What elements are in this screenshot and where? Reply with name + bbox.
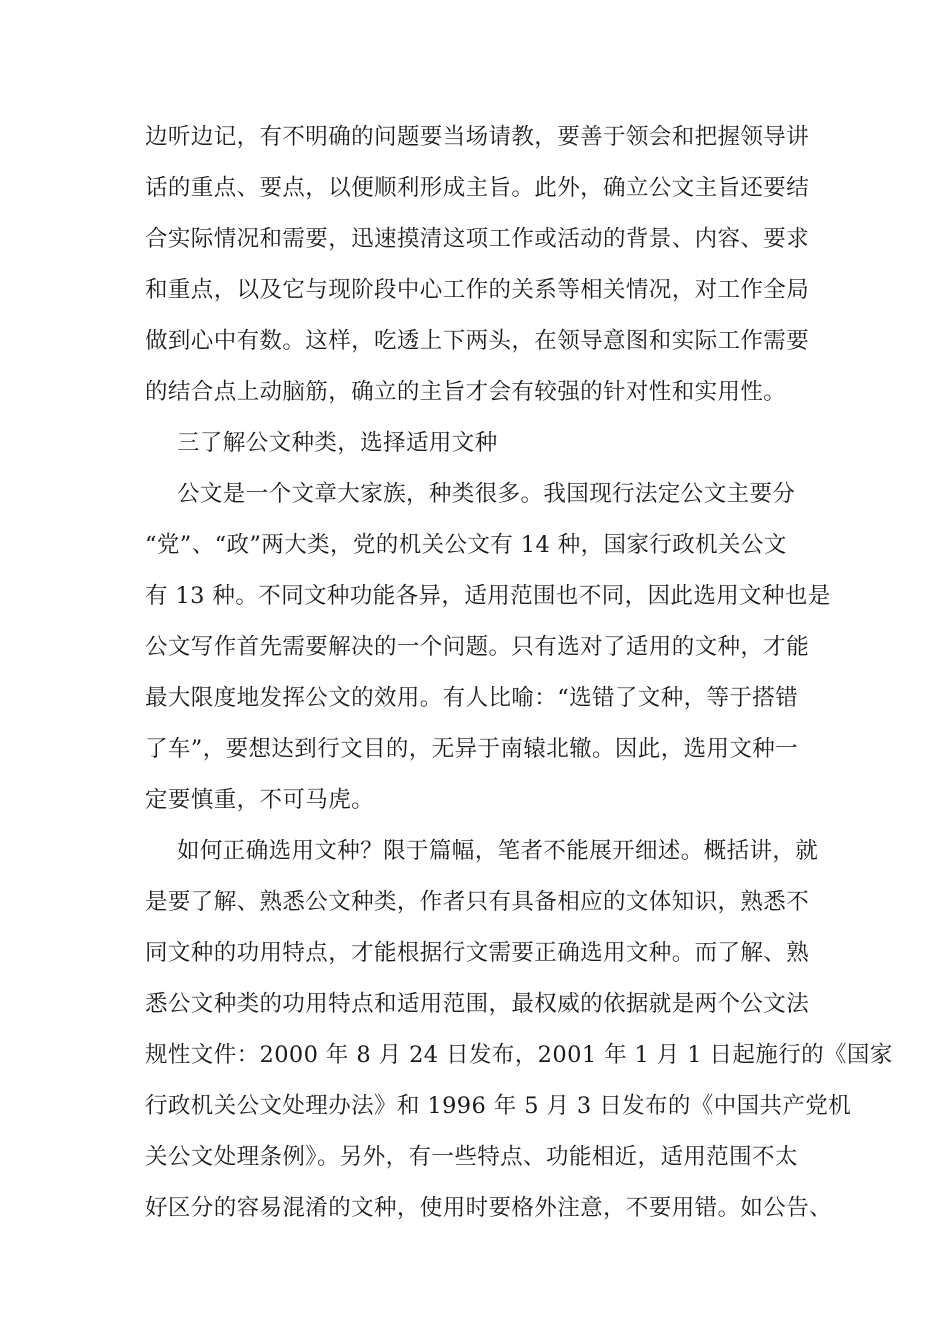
paragraph-line: 定要慎重，不可马虎。 <box>145 787 375 813</box>
paragraph-line: 有 13 种。不同文种功能各异，适用范围也不同，因此选用文种也是 <box>145 583 831 609</box>
paragraph-line: 边听边记，有不明确的问题要当场请教，要善于领会和把握领导讲 <box>145 124 810 150</box>
paragraph-line: 好区分的容易混淆的文种，使用时要格外注意，不要用错。如公告、 <box>145 1195 833 1221</box>
paragraph-line: 如何正确选用文种？限于篇幅，笔者不能展开细述。概括讲，就 <box>177 838 819 864</box>
paragraph-line: 做到心中有数。这样，吃透上下两头，在领导意图和实际工作需要 <box>145 328 810 354</box>
paragraph-line: 公文是一个文章大家族，种类很多。我国现行法定公文主要分 <box>177 481 796 507</box>
paragraph-line: 最大限度地发挥公文的效用。有人比喻：“选错了文种，等于搭错 <box>145 685 799 711</box>
paragraph-line: “党”、“政”两大类，党的机关公文有 14 种，国家行政机关公文 <box>145 532 787 558</box>
paragraph-line: 公文写作首先需要解决的一个问题。只有选对了适用的文种，才能 <box>145 634 810 660</box>
section-heading: 三了解公文种类，选择适用文种 <box>177 430 498 456</box>
paragraph-line: 关公文处理条例》。另外，有一些特点、功能相近，适用范围不太 <box>145 1144 798 1170</box>
paragraph-line: 是要了解、熟悉公文种类，作者只有具备相应的文体知识，熟悉不 <box>145 889 810 915</box>
paragraph-line: 合实际情况和需要，迅速摸清这项工作或活动的背景、内容、要求 <box>145 226 810 252</box>
paragraph-line: 了车”，要想达到行文目的，无异于南辕北辙。因此，选用文种一 <box>145 736 799 762</box>
paragraph-line: 的结合点上动脑筋，确立的主旨才会有较强的针对性和实用性。 <box>145 379 787 405</box>
paragraph-line: 话的重点、要点，以便顺利形成主旨。此外，确立公文主旨还要结 <box>145 175 810 201</box>
paragraph-line: 行政机关公文处理办法》和 1996 年 5 月 3 日发布的《中国共产党机 <box>145 1093 852 1119</box>
paragraph-line: 和重点，以及它与现阶段中心工作的关系等相关情况，对工作全局 <box>145 277 810 303</box>
paragraph-line: 同文种的功用特点，才能根据行文需要正确选用文种。而了解、熟 <box>145 940 810 966</box>
paragraph-line: 悉公文种类的功用特点和适用范围，最权威的依据就是两个公文法 <box>145 991 810 1017</box>
paragraph-line: 规性文件：2000 年 8 月 24 日发布，2001 年 1 月 1 日起施行的《国家 <box>145 1042 893 1068</box>
